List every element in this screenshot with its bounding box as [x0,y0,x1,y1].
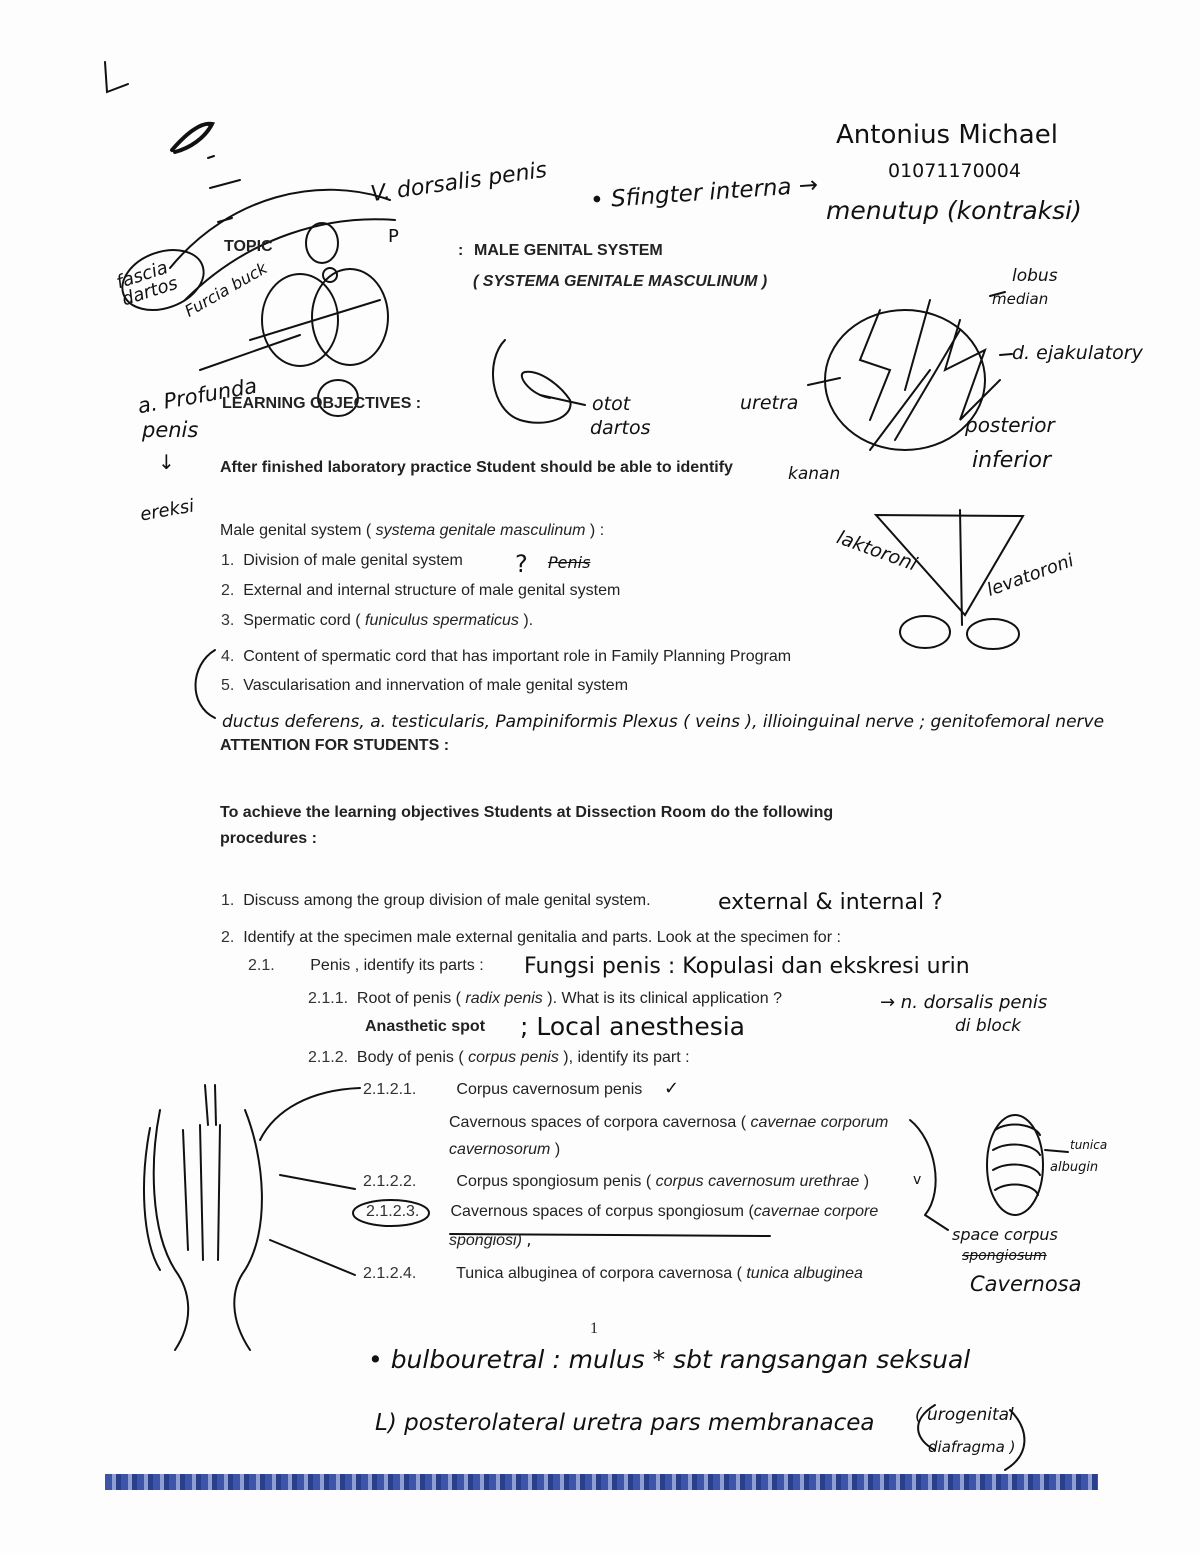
note-dartos: dartos [590,417,651,439]
note-n-dorsalis-2: di block [955,1016,1022,1036]
note-furcia: Furcia buck [181,258,271,321]
penis-outer-left [144,1128,160,1270]
note-question-1: ? [515,550,528,578]
note-v-dorsalis: V. dorsalis penis [369,157,549,208]
attention-intro-1: To achieve the learning objectives Students at Dissection Room do the following [220,804,834,821]
note-check-2: v [913,1172,922,1188]
attention-heading: ATTENTION FOR STUDENTS : [220,737,450,754]
sub-2-1-1: 2.1.1. Root of penis ( radix penis ). What is its clinical application ? [308,990,782,1007]
note-p: P [388,226,399,247]
note-ductus: ductus deferens, a. testicularis, Pampiniformis Plexus ( veins ), illioinguinal nerve ; genitofemoral nerve [222,712,1105,732]
procedure-2: 2. Identify at the specimen male external genitalia and parts. Look at the specimen for : [221,929,841,946]
note-penis: penis [142,418,199,442]
note-bulbouretral: • bulbouretral : mulus * sbt rangsangan seksual [368,1345,971,1374]
circle-right [967,619,1019,649]
note-cavernosa: Cavernosa [970,1272,1082,1296]
dartos-pointer [540,395,585,405]
prostate-lines [870,330,960,450]
tunica-coil-rings [993,1125,1040,1195]
topic-title: MALE GENITAL SYSTEM [474,242,663,259]
note-uretra: uretra [740,392,799,414]
corner-mark [105,62,128,92]
dash-marks [208,156,240,222]
note-sfingter: • Sfingter interna → [589,172,819,214]
note-otot: otot [592,393,631,415]
note-check-1: ✓ [664,1078,680,1099]
note-fungsi: Fungsi penis : Kopulasi dan ekskresi urin [524,954,970,979]
procedure-1: 1. Discuss among the group division of male genital system. [221,892,651,909]
pointer-lines [200,300,380,370]
anesthetic-spot: Anasthetic spot [365,1018,486,1035]
cross-section-left [262,274,338,366]
arc-1 [170,190,390,268]
penis-inner-lines [183,1125,220,1260]
circle-left [900,616,950,648]
objective-1: 1. Division of male genital system [221,552,463,569]
sub-2-1-2-3: 2.1.2.3. Cavernous spaces of corpus spongiosum (cavernae corpore [366,1203,879,1220]
note-median: median [992,290,1049,308]
sub-2-1-2-1: 2.1.2.1. Corpus cavernosum penis [363,1081,643,1098]
page-bottom-edge [105,1474,1098,1490]
objective-2: 2. External and internal structure of male genital system [221,582,621,599]
note-local: ; Local anesthesia [520,1012,745,1041]
note-d-ejakulat: d. ejakulatory [1012,342,1143,364]
note-levatoroni: levatoroni [984,550,1077,601]
triangle-midline [960,510,962,625]
pointer-2122-2124 [270,1175,355,1275]
sub-2-1-2-3-cont: spongiosi) , [449,1230,532,1249]
note-posterior: posterior [965,413,1055,437]
student-id: 01071170004 [888,160,1021,182]
learning-objectives-heading: LEARNING OBJECTIVES : [222,395,422,412]
note-kanan: kanan [788,464,841,484]
note-ereksi: ereksi [138,495,196,526]
note-laktoroni: laktoroni [833,526,921,576]
note-urogenital: ( urogenital [915,1405,1014,1425]
list-intro: Male genital system ( systema genitale masculinum ) : [220,522,605,539]
attention-intro-2: procedures : [220,830,317,847]
cavernous-spaces-cont: cavernosorum ) [449,1141,561,1158]
note-inferior: inferior [972,448,1051,473]
penis-top [205,1085,216,1125]
note-penis-strike: Penis [548,553,591,572]
note-ext-int: external & internal ? [718,890,943,915]
note-space-2: spongiosum [962,1248,1047,1264]
note-n-dorsalis-1: → n. dorsalis penis [880,992,1048,1013]
bracket-items [195,650,215,718]
cavernous-spaces: Cavernous spaces of corpora cavernosa ( cavernae corporum [449,1114,889,1131]
prostate-outline [825,310,985,450]
page-number: 1 [590,1320,598,1337]
note-diafragma: diafragma ) [928,1438,1016,1456]
topic-subtitle: ( SYSTEMA GENITALE MASCULINUM ) [473,273,768,290]
objective-5: 5. Vascularisation and innervation of male genital system [221,677,629,694]
note-tunica-1: tunica [1070,1138,1108,1152]
note-fascia: fascia dartos [113,257,181,311]
student-name: Antonius Michael [836,120,1058,150]
sub-2-1-2-4: 2.1.2.4. Tunica albuginea of corpora cavernosa ( tunica albuginea [363,1265,863,1282]
note-posterolateral: L) posterolateral uretra pars membranacea [375,1410,875,1436]
tunica-pointer [1045,1150,1068,1152]
learning-intro: After finished laboratory practice Student should be able to identify [220,459,733,476]
prostate-hatching [860,300,1000,420]
note-arrow-down: ↓ [158,450,175,474]
note-tunica-2: albugin [1050,1160,1099,1175]
note-lobus: lobus [1012,266,1058,286]
note-space-1: space corpus [952,1225,1058,1244]
penis-right-outline [234,1110,262,1350]
sub-2-1-2: 2.1.2. Body of penis ( corpus penis ), identify its part : [308,1049,690,1066]
sub-2-1-2-2: 2.1.2.2. Corpus spongiosum penis ( corpus cavernosum urethrae ) [363,1173,870,1190]
pointer-2121 [260,1088,360,1140]
note-a-profunda: a. Profunda [135,373,259,419]
objective-3: 3. Spermatic cord ( funiculus spermaticus ). [221,612,534,629]
scribble-top-left [172,124,212,152]
topic-separator: : [458,242,464,259]
note-menutup: menutup (kontraksi) [826,196,1082,225]
dartos-scribble [493,340,571,423]
objective-4: 4. Content of spermatic cord that has important role in Family Planning Program [221,648,792,665]
cross-section-dorsal [306,223,338,263]
topic-label: TOPIC [224,238,273,255]
sub-2-1: 2.1. Penis , identify its parts : [248,957,484,974]
